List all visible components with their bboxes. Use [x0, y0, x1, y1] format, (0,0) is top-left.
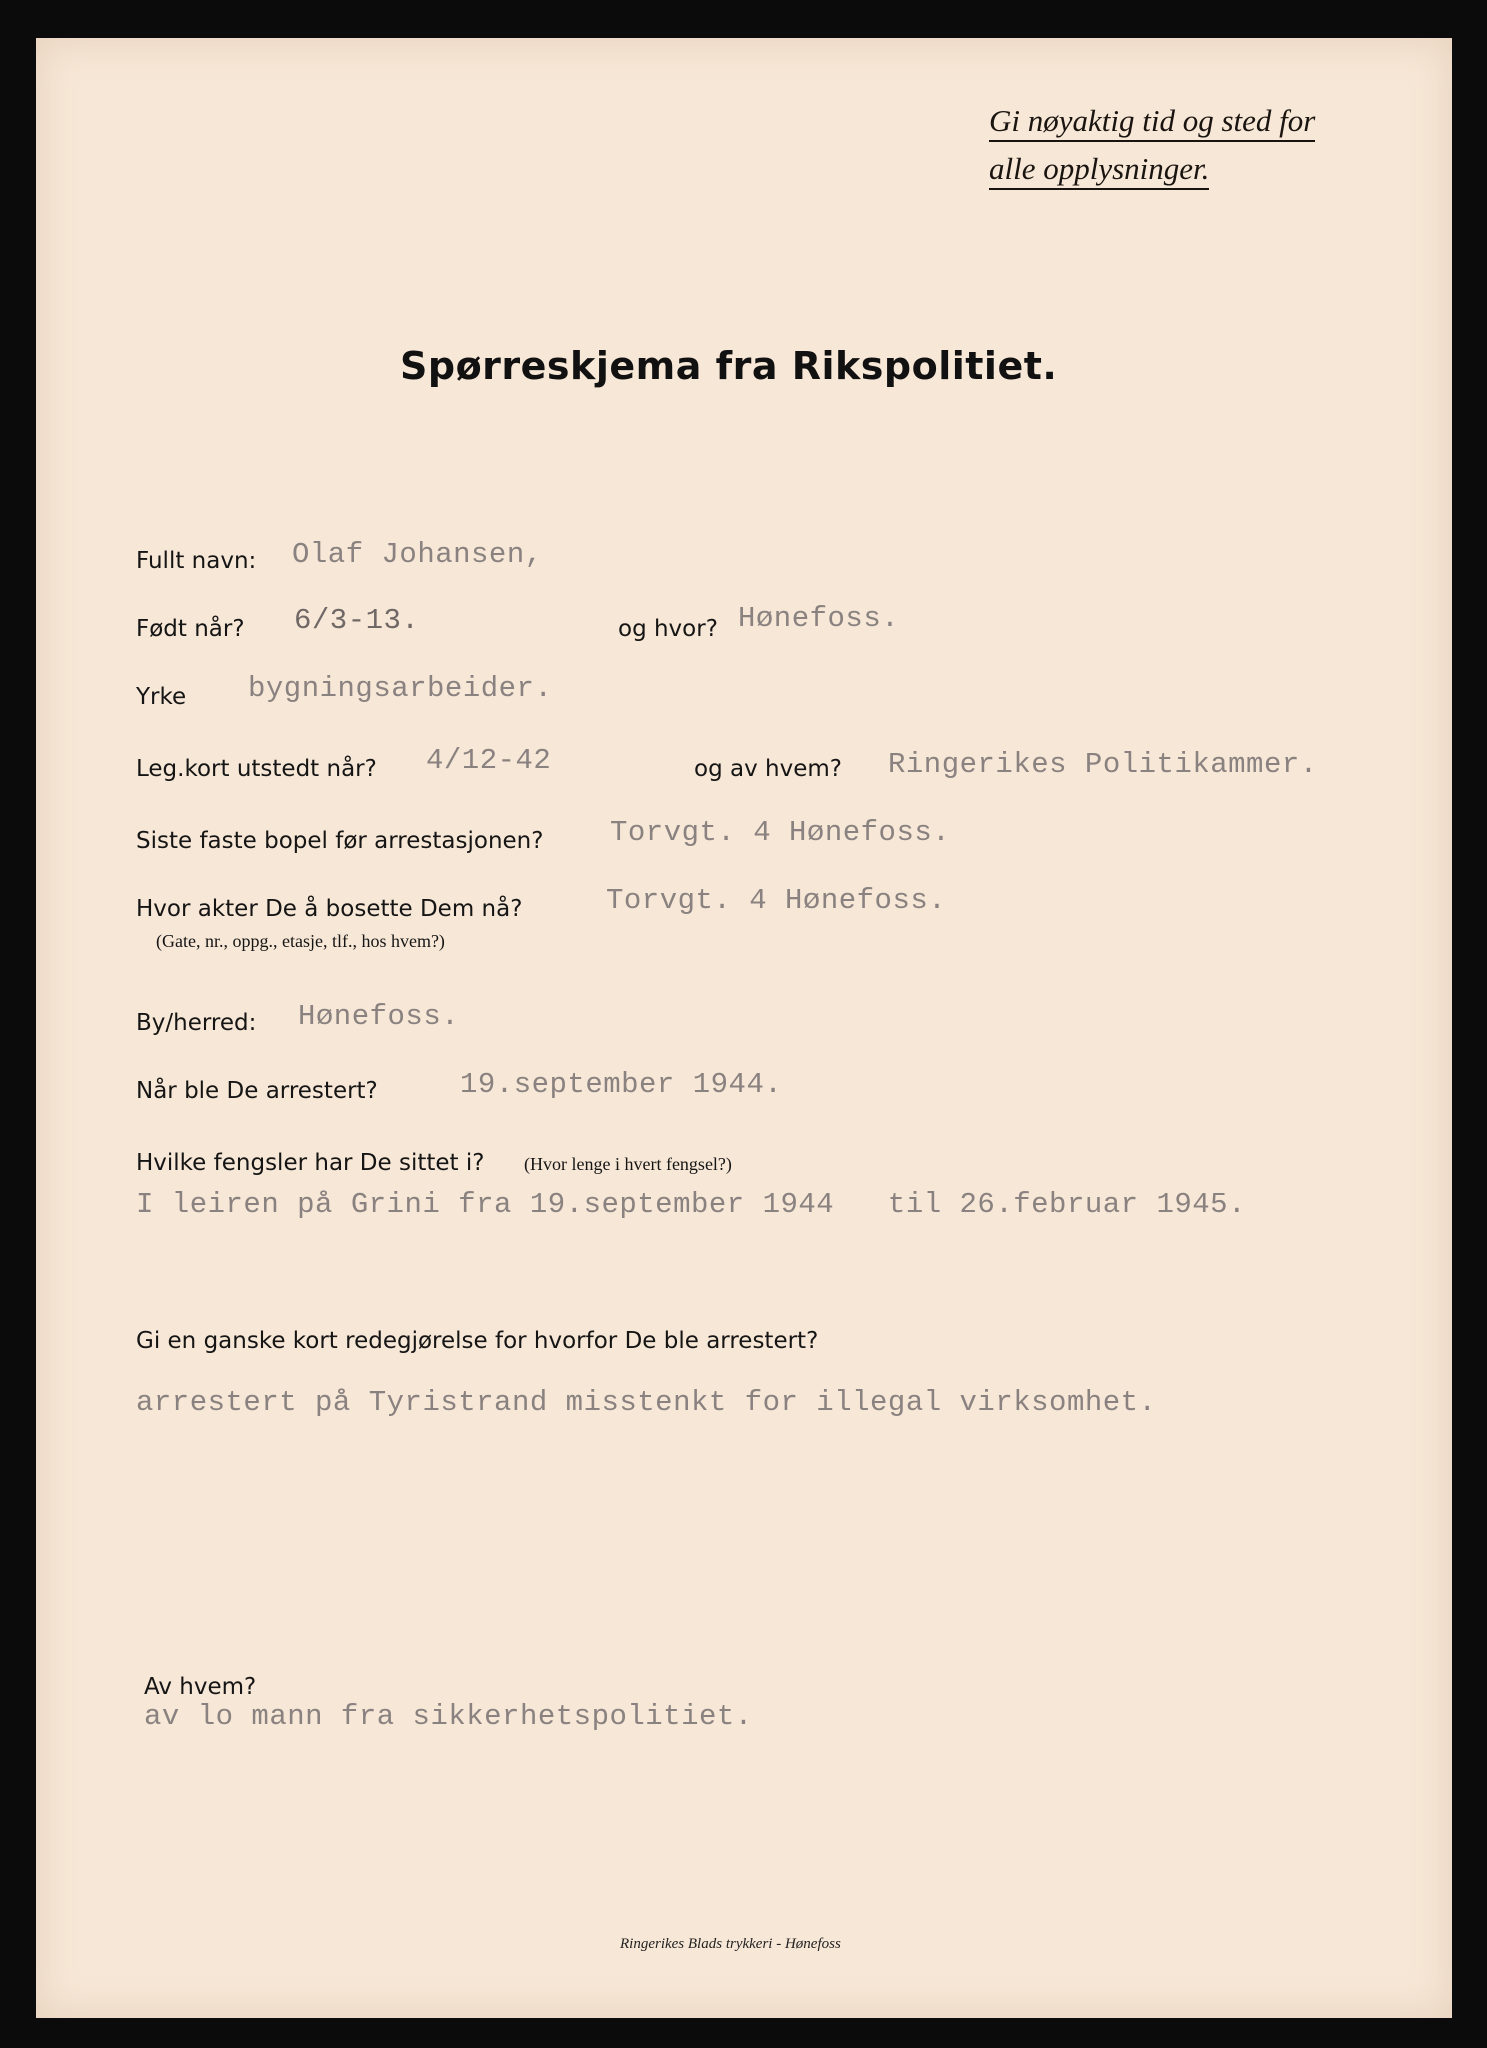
settle-where-sublabel: (Gate, nr., oppg., etasje, tlf., hos hvem?)	[156, 931, 445, 951]
prisons-sublabel: (Hvor lenge i hvert fengsel?)	[524, 1154, 732, 1174]
printer-footer: Ringerikes Blads trykkeri - Hønefoss	[620, 1936, 841, 1952]
arrested-when-label: Når ble De arrestert?	[136, 1078, 378, 1104]
id-card-by-value: Ringerikes Politikammer.	[888, 748, 1318, 781]
id-card-by-label: og av hvem?	[694, 756, 842, 782]
id-card-when-label: Leg.kort utstedt når?	[136, 756, 377, 782]
by-whom-value: av lo mann fra sikkerhetspolitiet.	[144, 1700, 753, 1733]
id-card-when-value: 4/12-42	[426, 744, 552, 777]
full-name-value: Olaf Johansen,	[292, 538, 543, 571]
prisons-value: I leiren på Grini fra 19.september 1944 til 26.februar 1945.	[136, 1188, 1246, 1221]
reason-value: arrestert på Tyristrand misstenkt for illegal virksomhet.	[136, 1386, 1157, 1419]
prisons-label: Hvilke fengsler har De sittet i?	[136, 1150, 485, 1176]
header-note-line2: alle opplysninger.	[989, 152, 1209, 190]
settle-where-label: Hvor akter De å bosette Dem nå?	[136, 896, 523, 922]
full-name-label: Fullt navn:	[136, 548, 257, 574]
born-when-value: 6/3-13.	[294, 604, 420, 637]
header-note-line1: Gi nøyaktig tid og sted for	[989, 104, 1315, 142]
arrested-when-value: 19.september 1944.	[460, 1068, 783, 1101]
municipality-label: By/herred:	[136, 1010, 257, 1036]
born-where-label: og hvor?	[618, 616, 718, 642]
document-title: Spørreskjema fra Rikspolitiet.	[400, 344, 1058, 388]
last-residence-value: Torvgt. 4 Hønefoss.	[610, 816, 951, 849]
by-whom-label: Av hvem?	[144, 1674, 257, 1700]
last-residence-label: Siste faste bopel før arrestasjonen?	[136, 828, 544, 854]
occupation-label: Yrke	[136, 684, 187, 710]
born-where-value: Hønefoss.	[738, 602, 900, 635]
municipality-value: Hønefoss.	[298, 1000, 460, 1033]
born-when-label: Født når?	[136, 616, 245, 642]
reason-label: Gi en ganske kort redegjørelse for hvorfor De ble arrestert?	[136, 1328, 819, 1354]
questionnaire-sheet	[36, 38, 1452, 2018]
settle-where-value: Torvgt. 4 Hønefoss.	[606, 884, 947, 917]
occupation-value: bygningsarbeider.	[248, 672, 553, 705]
